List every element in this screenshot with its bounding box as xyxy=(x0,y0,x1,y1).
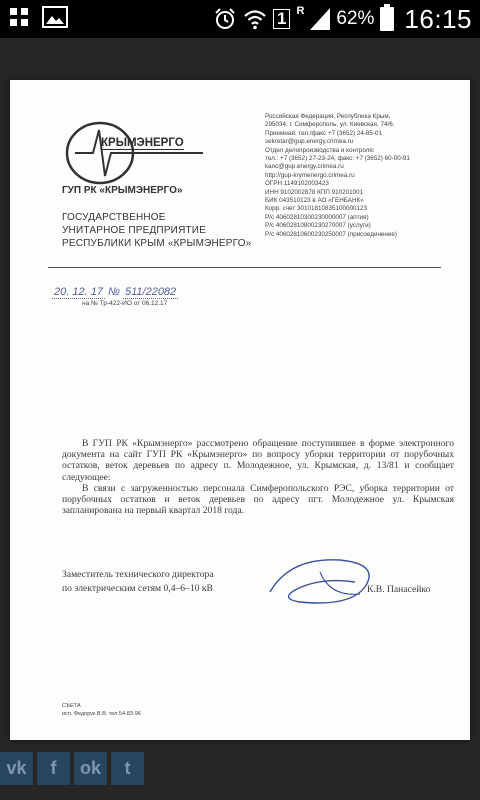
roaming-indicator: R xyxy=(296,5,305,17)
letter-body xyxy=(62,438,454,516)
org-short-name: ГУП РК «КРЫМЭНЕРГО» xyxy=(62,185,183,196)
signer-name: К.В. Панасейко xyxy=(367,584,431,595)
contact-block: Российская Федерация, Республика Крым, 295034, г. Симферополь, ул. Киевская, 74/6. Приемная: тел./факс +7 (3652) 24-85-01 sekretar@gup.energy.crimea.ru Отдел делопроизводства и контроля: тел.: +7 (3652) 27-23-24, факс: +7 (3652) 60-00-91 kanc@gup.energy.crimea.ru http://gup-krymenergo.crimea.ru ОГРН 1149102003423 ИНН 9102002878 КПП 910201001 БИК 043510123 в АО «ГЕНБАНК» Корр. счет 30101810835100000123 Р/с 40602810300230000007 (аптия) Р/с 40602810800230270007 (услуги) Р/с 40602810600230250007 (присоединение) xyxy=(265,113,410,238)
battery-percent: 62% xyxy=(336,8,375,29)
battery-icon xyxy=(380,7,394,31)
document-footer: СЪЕТА исп. Федорук В.В. тел.54-83-96 xyxy=(62,703,141,717)
signer-title: Заместитель технического директора по электрическим сетям 0,4–6–10 кВ xyxy=(62,569,214,594)
facebook-share-icon[interactable]: f xyxy=(37,752,70,785)
krymenergo-logo xyxy=(65,120,205,190)
signature xyxy=(260,552,390,612)
share-bar xyxy=(0,752,144,785)
paragraph: В связи с загруженностью персонала Симферопольского РЭС, уборка территории от порубочных остатков и веток деревьев по адресу пгт. Молодежное ул. Крымская запланирована на первый квартал 2018 года. xyxy=(62,482,454,517)
status-bar xyxy=(0,0,480,38)
alarm-icon xyxy=(213,7,237,31)
gallery-notification-icon xyxy=(42,6,68,28)
registration-line: 20. 12. 17 № 511/22082 xyxy=(54,286,177,298)
header-divider xyxy=(48,267,441,268)
sim-badge: 1 xyxy=(273,9,290,29)
vk-share-icon[interactable]: vk xyxy=(0,752,33,785)
twitter-share-icon[interactable]: t xyxy=(111,752,144,785)
clock: 16:15 xyxy=(404,3,472,34)
reference-line: на № Тр-422-ИО от 06.12.17 xyxy=(82,300,168,307)
logo-text: КРЫМЭНЕРГО xyxy=(101,137,184,149)
cross-notification-icon xyxy=(8,6,30,28)
odnoklassniki-share-icon[interactable]: ok xyxy=(74,752,107,785)
wifi-icon xyxy=(243,8,267,30)
paragraph: В ГУП РК «Крымэнерго» рассмотрено обращение поступившее в форме электронного документа на сайт ГУП РК «Крымэнерго» по вопросу уборки территории от порубочных остатков, веток деревьев по адресу п. Молодежное, ул. Крымская, д. 13/81 и сообщает следующее: xyxy=(62,438,454,483)
org-full-name: ГОСУДАРСТВЕННОЕ УНИТАРНОЕ ПРЕДПРИЯТИЕ РЕСПУБЛИКИ КРЫМ «КРЫМЭНЕРГО» xyxy=(62,212,252,249)
signal-icon xyxy=(310,8,330,30)
document-image[interactable] xyxy=(10,80,470,740)
